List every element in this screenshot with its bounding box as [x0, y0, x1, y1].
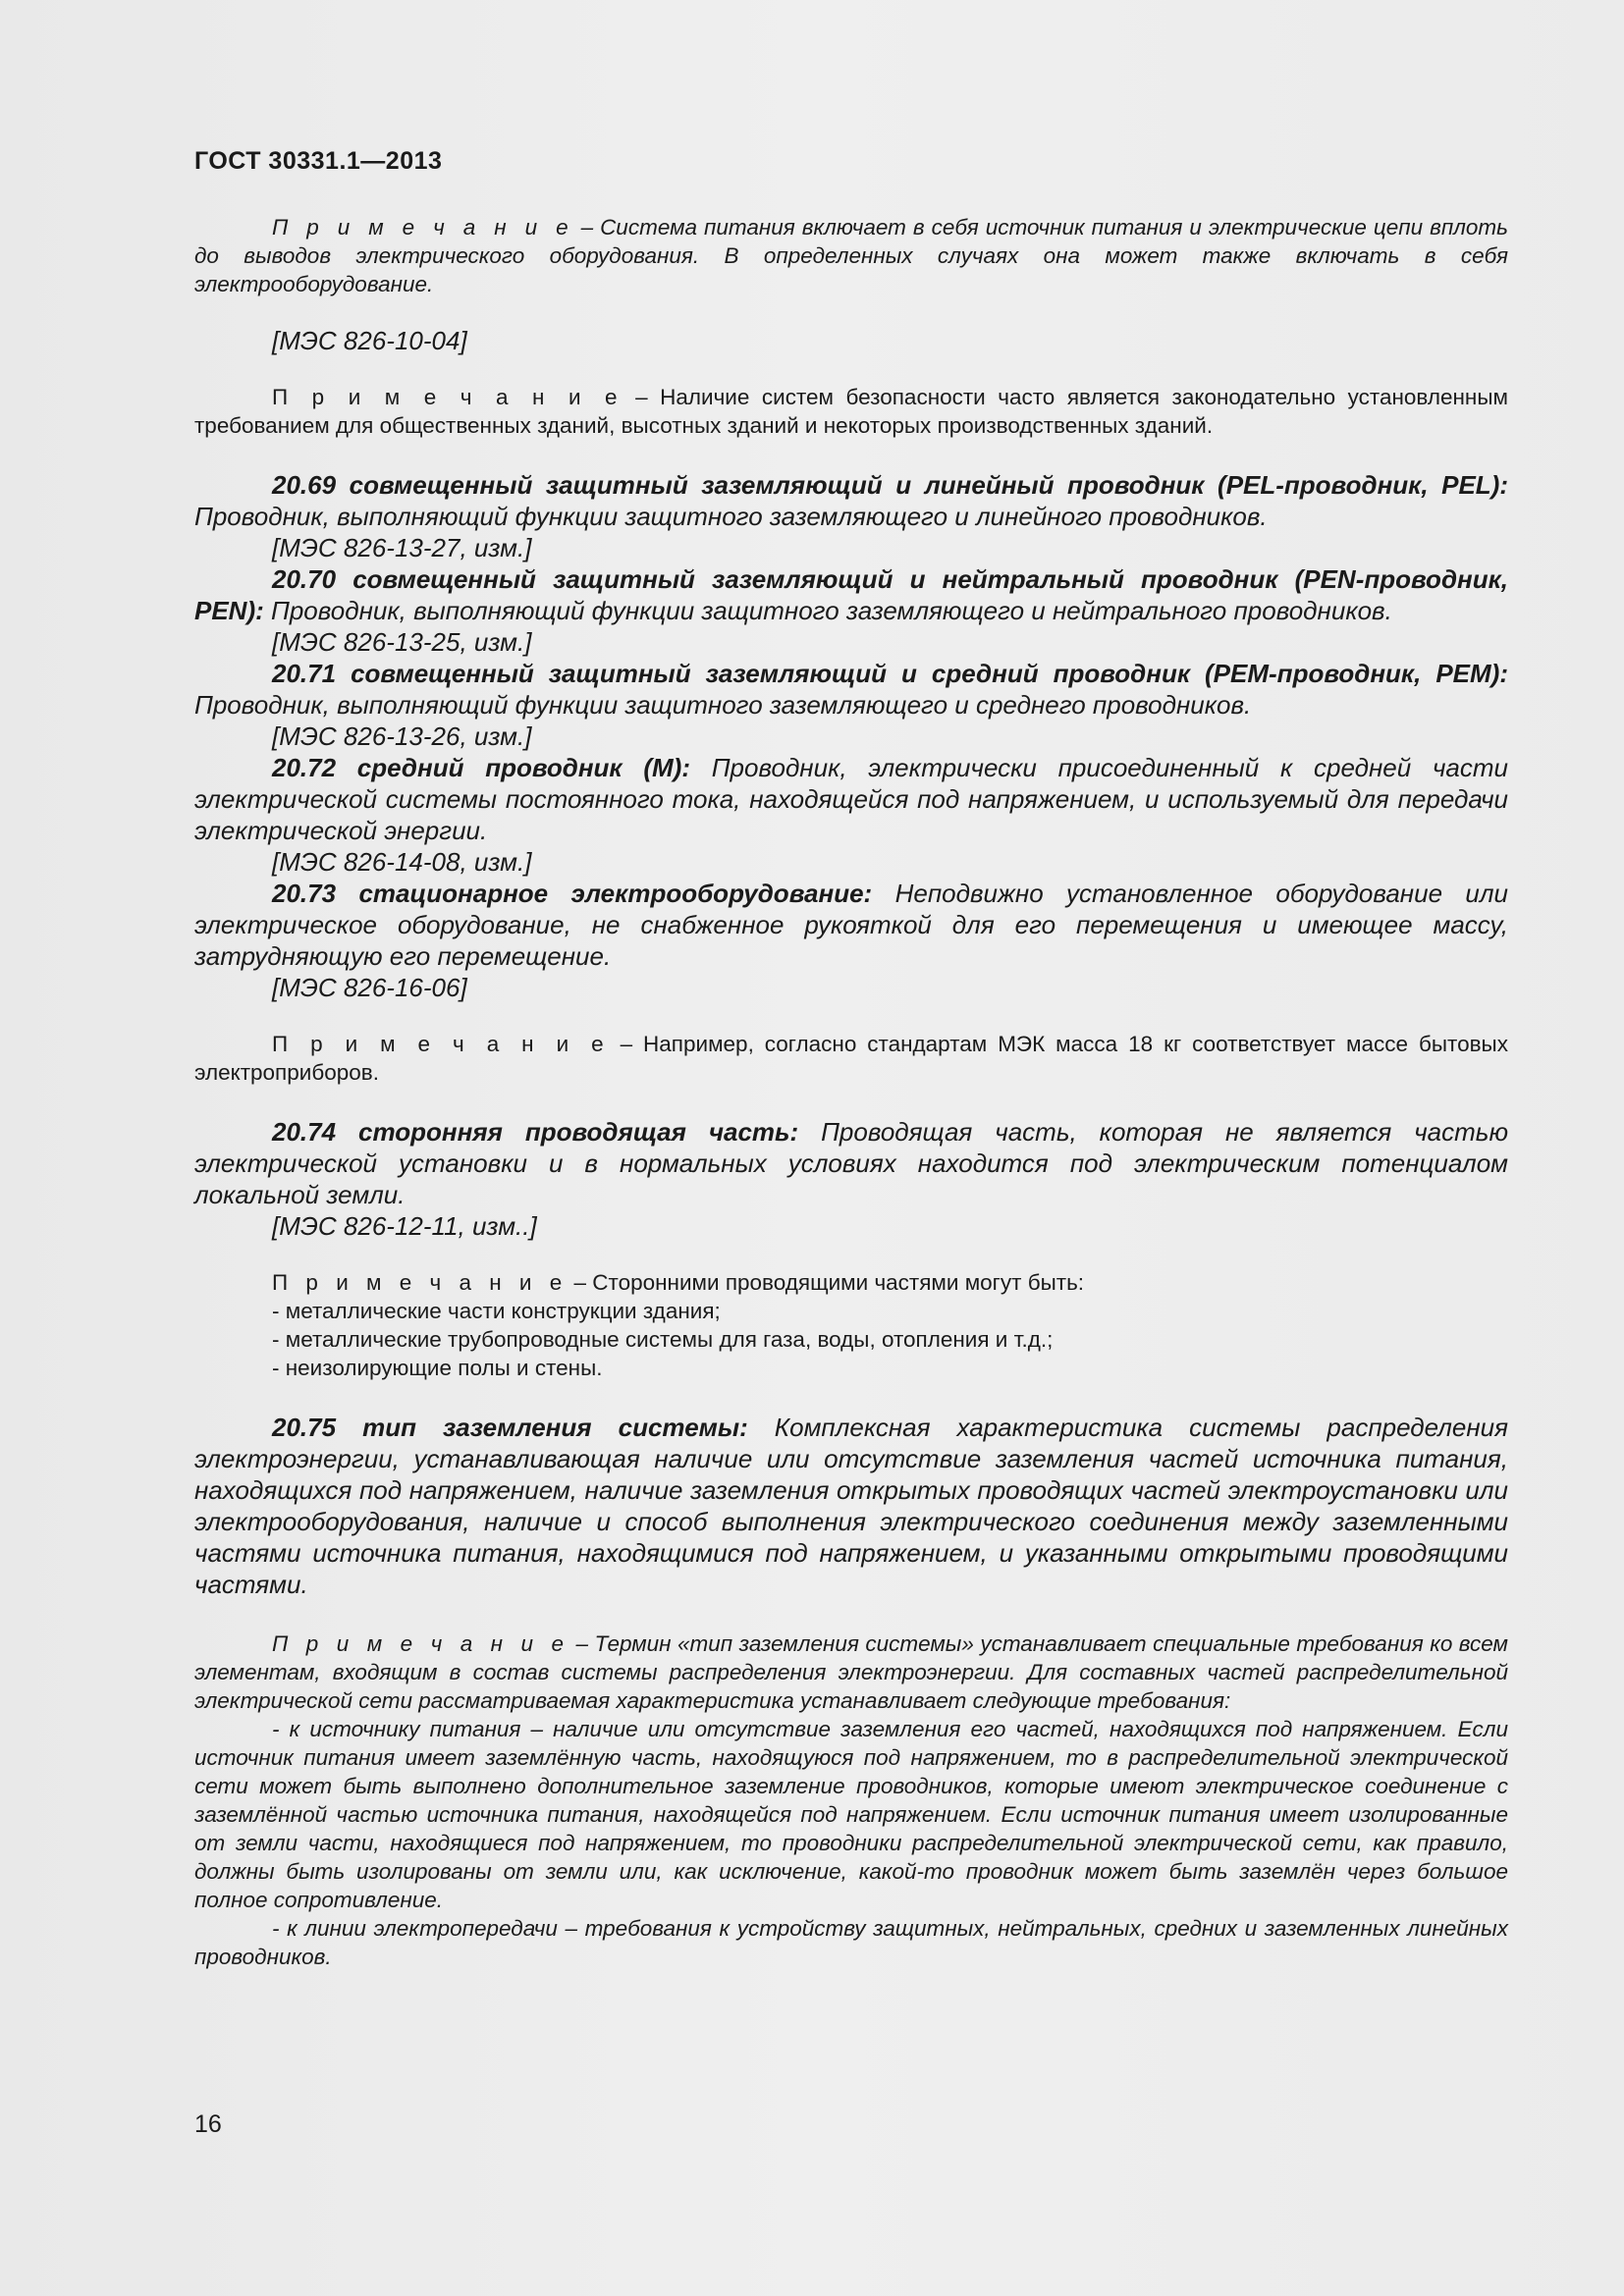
term-20-74-title: 20.74 сторонняя проводящая часть: — [272, 1117, 799, 1147]
term-20-72-reference: [МЭС 826-14-08, изм.] — [272, 847, 532, 877]
term-20-69-definition: Проводник, выполняющий функции защитного заземляющего и линейного проводников. — [194, 502, 1268, 531]
note-dash: – — [568, 1270, 593, 1295]
term-20-69-title: 20.69 совмещенный защитный заземляющий и линейный проводник (PEL-проводник, PEL): — [272, 470, 1508, 500]
page-number: 16 — [194, 2110, 222, 2138]
note-dash: – — [623, 385, 661, 409]
note-1-text: Система питания включает в себя источник питания и электрические цепи вплоть до выводов электрического оборудования. В определенных случаях она может также включать в себя электрооборудование. — [194, 215, 1508, 296]
term-20-69-reference: [МЭС 826-13-27, изм.] — [272, 533, 532, 562]
list-item: - металлические части конструкции здания; — [272, 1299, 721, 1323]
note-label: П р и м е ч а н и е — [272, 1631, 570, 1656]
note-5-item-power-source: - к источнику питания – наличие или отсутствие заземления его частей, находящихся под напряжением. Если источник питания имеет заземлённую часть, находящуюся под напряжением, то в распределительной электрической сети может быть выполнено дополнительное заземление проводников, которые имеют электрическое соединение с заземлённой частью источника питания, находящейся под напряжением. Если источник питания имеет изолированные от земли части, находящиеся под напряжением, то проводники распределительной электрической сети, как правило, должны быть изолированы от земли или, как исключение, какой-то проводник может быть заземлён через большое полное сопротивление. — [194, 1717, 1508, 1912]
note-5-text: Термин «тип заземления системы» устанавливает специальные требования ко всем элементам, входящим в состав системы распределения электроэнергии. Для составных частей распределительной электрической сети рассматриваемая характеристика устанавливает следующие требования: — [194, 1631, 1508, 1713]
note-4 — [194, 1268, 1508, 1297]
term-20-71-title: 20.71 совмещенный защитный заземляющий и средний проводник (PEM-проводник, PEM): — [272, 659, 1508, 688]
note-5-item-power-line: - к линии электропередачи – требования к устройству защитных, нейтральных, средних и заземленных линейных проводников. — [194, 1916, 1508, 1969]
note-dash: – — [573, 215, 601, 240]
term-20-71 — [194, 658, 1508, 721]
term-20-72-definition: Проводник, электрически присоединенный к средней части электрической системы постоянного тока, находящейся под напряжением, и используемый для передачи электрической энергии. — [194, 753, 1508, 845]
term-20-75 — [194, 1412, 1508, 1600]
term-20-73-title: 20.73 стационарное электрооборудование: — [272, 879, 873, 908]
note-3-text: Например, согласно стандартам МЭК масса 18 кг соответствует массе бытовых электроприборов. — [194, 1032, 1508, 1085]
note-label: П р и м е ч а н и е — [272, 215, 574, 240]
term-20-70-definition: Проводник, выполняющий функции защитного заземляющего и нейтрального проводников. — [263, 596, 1392, 625]
term-20-73 — [194, 878, 1508, 972]
note-4-text: Сторонними проводящими частями могут быть: — [592, 1270, 1085, 1295]
note-dash: – — [569, 1631, 595, 1656]
term-20-75-title: 20.75 тип заземления системы: — [272, 1413, 748, 1442]
note-2 — [194, 383, 1508, 440]
note-dash: – — [609, 1032, 644, 1056]
term-20-69 — [194, 469, 1508, 532]
term-20-72 — [194, 752, 1508, 846]
term-20-70-title: 20.70 совмещенный защитный заземляющий и нейтральный проводник (PEN-проводник, PEN): — [194, 564, 1508, 625]
note-label: П р и м е ч а н и е — [272, 1032, 610, 1056]
list-item: - неизолирующие полы и стены. — [272, 1356, 603, 1380]
term-20-75-definition: Комплексная характеристика системы распределения электроэнергии, устанавливающая наличие или отсутствие заземления частей источника питания, находящихся под напряжением, наличие заземления открытых проводящих частей электроустановки или электрооборудования, наличие и способ выполнения электрического соединения между заземленными частями источника питания, находящимися под напряжением, и указанными открытыми проводящими частями. — [194, 1413, 1509, 1599]
note-2-text: Наличие систем безопасности часто является законодательно установленным требованием для общественных зданий, высотных зданий и некоторых производственных зданий. — [194, 385, 1508, 438]
reference-mes-826-10-04: [МЭС 826-10-04] — [272, 326, 467, 355]
term-20-71-reference: [МЭС 826-13-26, изм.] — [272, 721, 532, 751]
list-item: - металлические трубопроводные системы для газа, воды, отопления и т.д.; — [272, 1327, 1054, 1352]
term-20-74-definition: Проводящая часть, которая не является частью электрической установки и в нормальных условиях находится под электрическим потенциалом локальной земли. — [194, 1117, 1508, 1209]
term-20-70 — [194, 563, 1508, 626]
term-20-73-reference: [МЭС 826-16-06] — [272, 973, 467, 1002]
note-label: П р и м е ч а н и е — [272, 385, 623, 409]
term-20-73-definition: Неподвижно установленное оборудование или электрическое оборудование, не снабженное рукояткой для его перемещения и имеющее массу, затрудняющую его перемещение. — [194, 879, 1508, 971]
term-20-72-title: 20.72 средний проводник (M): — [272, 753, 690, 782]
note-5 — [194, 1629, 1508, 1715]
term-20-71-definition: Проводник, выполняющий функции защитного заземляющего и среднего проводников. — [194, 690, 1252, 720]
term-20-74-reference: [МЭС 826-12-11, изм..] — [272, 1211, 537, 1241]
note-1 — [194, 213, 1508, 298]
note-3 — [194, 1030, 1508, 1087]
term-20-74 — [194, 1116, 1508, 1210]
page-content — [194, 147, 1508, 1971]
note-label: П р и м е ч а н и е — [272, 1270, 568, 1295]
document-header: ГОСТ 30331.1—2013 — [194, 147, 443, 175]
term-20-70-reference: [МЭС 826-13-25, изм.] — [272, 627, 532, 657]
